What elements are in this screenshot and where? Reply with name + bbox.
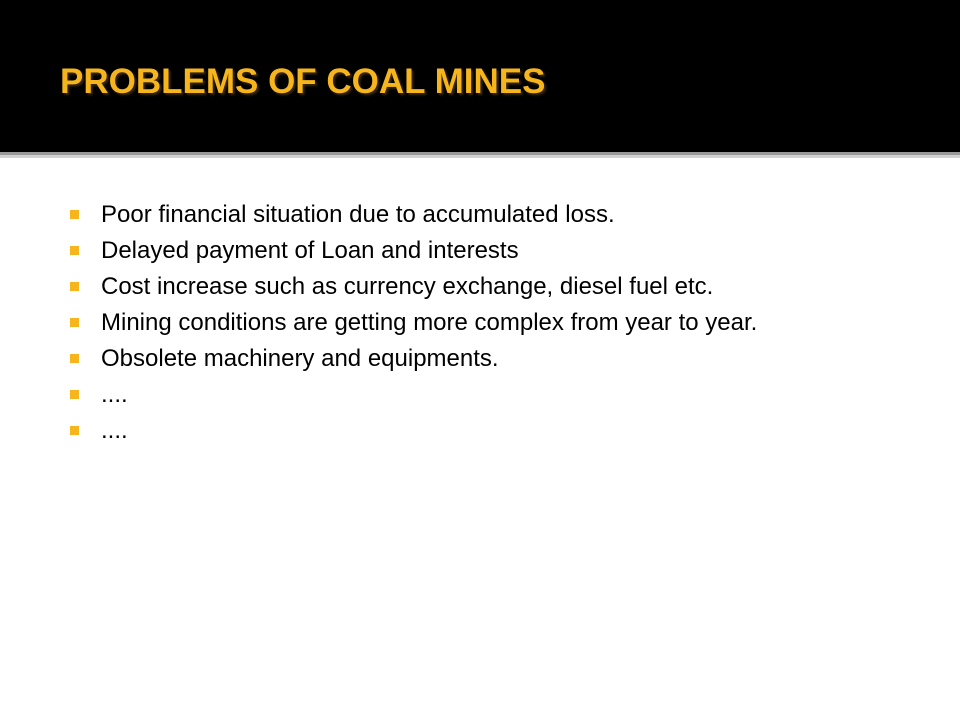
title-bar <box>0 0 960 152</box>
square-bullet-icon <box>70 390 79 399</box>
square-bullet-icon <box>70 246 79 255</box>
bullet-text: .... <box>101 381 128 408</box>
square-bullet-icon <box>70 210 79 219</box>
square-bullet-icon <box>70 318 79 327</box>
bullet-item <box>66 413 916 449</box>
bullet-item <box>66 197 916 233</box>
square-bullet-icon <box>70 354 79 363</box>
bullet-text: Mining conditions are getting more complex from year to year. <box>101 309 758 336</box>
bullet-text: Poor financial situation due to accumulated loss. <box>101 201 615 228</box>
bullet-text: Cost increase such as currency exchange, diesel fuel etc. <box>101 273 714 300</box>
bullet-item <box>66 269 916 305</box>
square-bullet-icon <box>70 426 79 435</box>
title-divider-shadow <box>0 155 960 158</box>
bullet-item <box>66 305 916 341</box>
square-bullet-icon <box>70 282 79 291</box>
bullet-item <box>66 377 916 413</box>
bullet-text: .... <box>101 417 128 444</box>
bullet-text: Obsolete machinery and equipments. <box>101 345 499 372</box>
bullet-item <box>66 341 916 377</box>
bullet-list <box>66 197 916 449</box>
bullet-text: Delayed payment of Loan and interests <box>101 237 519 264</box>
bullet-item <box>66 233 916 269</box>
slide-title: PROBLEMS OF COAL MINES <box>60 62 546 101</box>
